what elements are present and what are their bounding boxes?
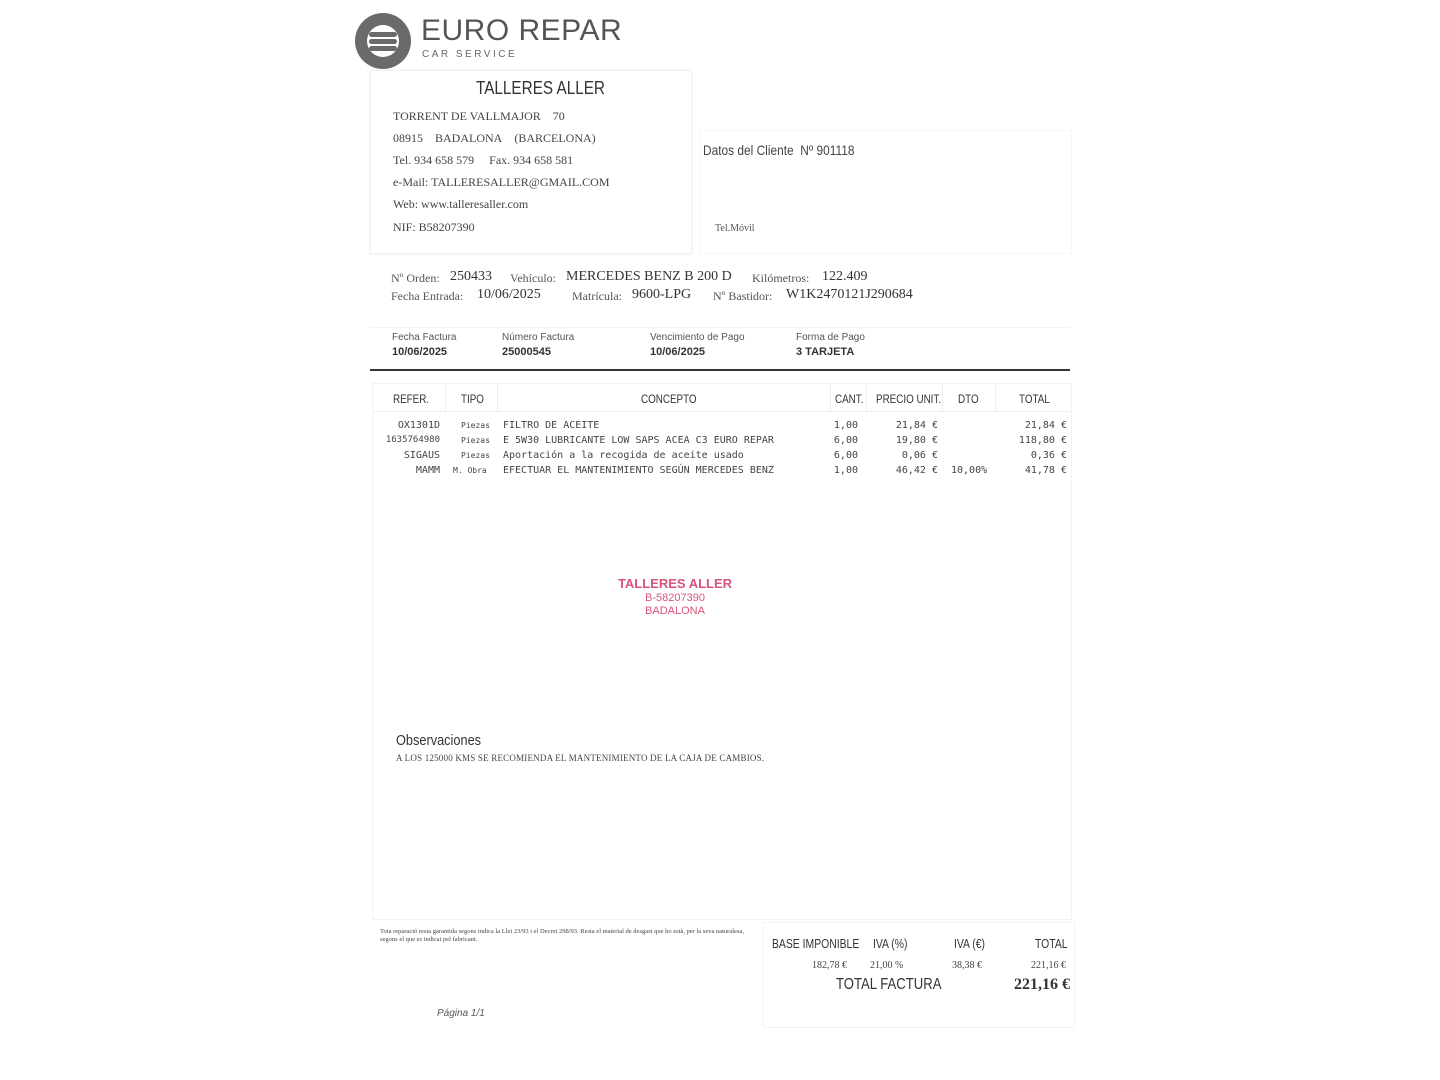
row-total: 21,84 € [1024,420,1067,431]
row-unit-price: 21,84 € [895,420,938,431]
grand-total-label: TOTAL FACTURA [836,976,942,993]
row-type: M. Obra [453,466,487,475]
row-qty: 6,00 [833,435,858,446]
vin-label: Nº Bastidor: [713,289,773,303]
column-divider [866,384,867,412]
row-total: 118,80 € [1018,435,1067,446]
row-qty: 1,00 [833,465,858,476]
company-phones: Tel. 934 658 579 Fax. 934 658 581 [393,153,574,167]
row-type: Piezas [461,421,490,430]
column-divider [942,384,943,412]
row-concept: Aportación a la recogida de aceite usado [503,450,744,461]
row-concept: FILTRO DE ACEITE [503,420,600,431]
col-header-ref: REFER. [393,392,430,406]
company-email: e-Mail: TALLERESALLER@GMAIL.COM [393,175,610,189]
items-table [372,383,1072,920]
entry-date-label: Fecha Entrada: [391,289,464,303]
plate-label: Matrícula: [572,289,622,303]
column-divider [445,384,446,412]
row-qty: 6,00 [833,450,858,461]
client-title: Datos del Cliente Nº 901118 [703,142,855,158]
payment-method-label: Forma de Pago [796,332,865,343]
company-stamp-name: TALLERES ALLER [617,576,733,591]
km-label: Kilómetros: [752,271,810,285]
company-street: TORRENT DE VALLMAJOR 70 [393,109,565,123]
invoice-number-label: Número Factura [502,332,575,343]
invoice-date-label: Fecha Factura [392,332,457,343]
company-name: TALLERES ALLER [476,78,605,98]
company-stamp-city: BADALONA [645,605,705,617]
payment-method: 3 TARJETA [796,346,855,358]
company-stamp-nif: B-58207390 [645,592,705,604]
due-date: 10/06/2025 [650,346,706,358]
row-ref: OX1301D [397,420,440,431]
brand-tagline: CAR SERVICE [422,49,518,60]
legal-text: Tota reparació resta garantida segons indica la Llei 23/93 i el Decret 298/93. Resta el material de desgast que ho està, per la seva naturalesa, segons el que es indicat pel fabricant. [380,928,744,943]
iva-pct-label: IVA (%) [873,936,908,951]
row-concept: E 5W30 LUBRICANTE LOW SAPS ACEA C3 EURO REPAR [503,435,774,446]
row-concept: EFECTUAR EL MANTENIMIENTO SEGÚN MERCEDES BENZ [503,465,774,476]
total-label: TOTAL [1035,936,1068,951]
row-total: 0,36 € [1030,450,1067,461]
total-value: 221,16 € [1031,960,1066,971]
invoice-date: 10/06/2025 [392,346,448,358]
client-phone-label: Tel.Móvil [715,223,755,234]
invoice-number: 25000545 [502,346,551,358]
vin-value: W1K2470121J290684 [786,287,913,302]
row-ref: 1635764980 [385,435,440,445]
col-header-unit-price: PRECIO UNIT. [876,392,942,406]
base-value: 182,78 € [812,960,847,971]
base-label: BASE IMPONIBLE [772,936,860,951]
row-discount: 10,00% [951,465,988,476]
column-divider [497,384,498,412]
row-ref: SIGAUS [403,450,440,461]
vehicle-value: MERCEDES BENZ B 200 D [566,269,732,284]
column-divider [830,384,831,412]
row-unit-price: 46,42 € [895,465,938,476]
col-header-discount: DTO [958,392,979,406]
brand-name: EURO REPAR [421,14,623,47]
iva-amt-value: 38,38 € [952,960,982,971]
observations-title: Observaciones [396,732,482,749]
order-number: 250433 [450,269,492,284]
observations-text: A LOS 125000 KMS SE RECOMIENDA EL MANTENIMIENTO DE LA CAJA DE CAMBIOS. [396,753,765,763]
row-total: 41,78 € [1024,465,1067,476]
plate-value: 9600-LPG [632,287,692,302]
euro-repar-logo-icon [355,13,411,69]
iva-amt-label: IVA (€) [954,936,986,951]
entry-date: 10/06/2025 [477,287,541,302]
meta-divider [370,369,1070,371]
row-type: Piezas [461,451,490,460]
company-nif: NIF: B58207390 [393,220,475,234]
row-qty: 1,00 [833,420,858,431]
col-header-concept: CONCEPTO [641,392,697,406]
col-header-qty: CANT. [835,392,864,406]
col-header-total: TOTAL [1019,392,1050,406]
row-unit-price: 19,80 € [895,435,938,446]
company-city: 08915 BADALONA (BARCELONA) [393,131,596,145]
table-header-divider [372,411,1070,412]
page-number: Página 1/1 [437,1008,485,1019]
vehicle-label: Vehículo: [510,271,556,285]
due-date-label: Vencimiento de Pago [650,332,745,343]
iva-pct-value: 21,00 % [870,960,904,971]
row-type: Piezas [461,436,490,445]
row-ref: MAMM [415,465,440,476]
km-value: 122.409 [822,269,868,284]
order-number-label: Nº Orden: [391,271,440,285]
col-header-type: TIPO [461,392,484,406]
grand-total-value: 221,16 € [1014,976,1070,993]
company-web: Web: www.talleresaller.com [393,197,529,211]
row-unit-price: 0,06 € [901,450,938,461]
column-divider [995,384,996,412]
